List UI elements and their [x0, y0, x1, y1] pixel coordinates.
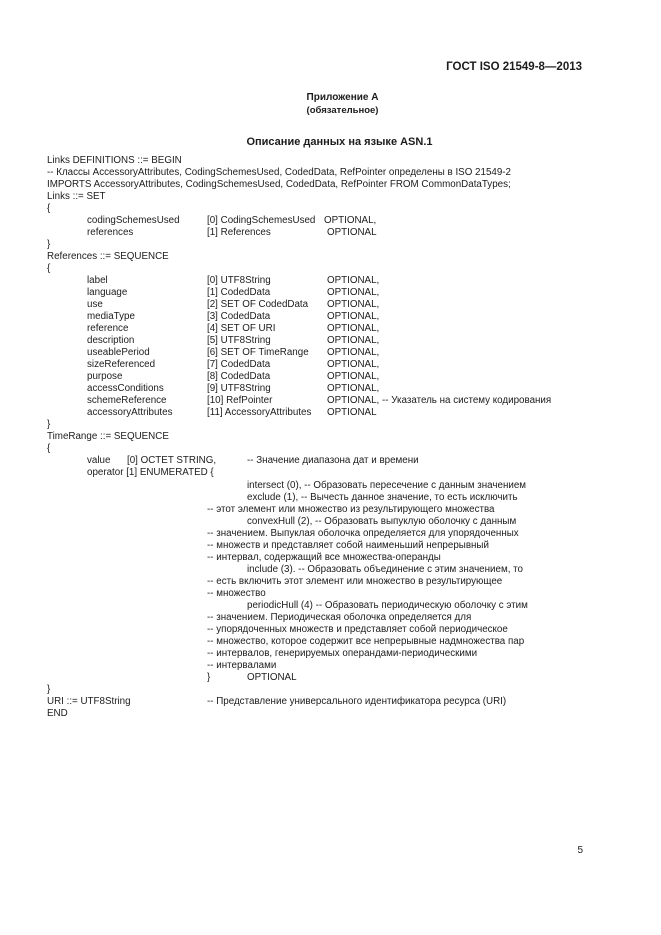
- code-segment: accessoryAttributes: [87, 407, 173, 418]
- code-segment: value: [87, 455, 111, 466]
- code-segment: OPTIONAL,: [327, 347, 380, 358]
- code-segment: Links ::= SET: [47, 191, 106, 202]
- page-number: 5: [577, 845, 583, 856]
- section-title: Описание данных на языке ASN.1: [246, 136, 433, 148]
- code-segment: OPTIONAL,: [327, 359, 380, 370]
- code-segment: [11] AccessoryAttributes: [207, 407, 312, 418]
- annex-subtitle: (обязательное): [306, 105, 379, 116]
- code-segment: OPTIONAL, -- Указатель на систему кодирования: [327, 395, 552, 406]
- code-segment: OPTIONAL,: [327, 311, 380, 322]
- code-segment: [0] OCTET STRING,: [127, 455, 217, 466]
- code-segment: OPTIONAL,: [327, 287, 380, 298]
- code-segment: codingSchemesUsed: [87, 215, 180, 226]
- code-segment: -- Классы AccessoryAttributes, CodingSchemesUsed, CodedData, RefPointer определены в ISO 21549-2: [47, 167, 511, 178]
- annex-title: Приложение А: [306, 92, 379, 103]
- code-segment: use: [87, 299, 103, 310]
- code-segment: URI ::= UTF8String: [47, 696, 131, 707]
- code-segment: -- есть включить этот элемент или множество в результирующее: [207, 576, 503, 587]
- code-segment: OPTIONAL: [327, 407, 377, 418]
- code-segment: IMPORTS AccessoryAttributes, CodingSchemesUsed, CodedData, RefPointer FROM CommonDataTypes;: [47, 179, 511, 190]
- code-segment: }: [207, 672, 211, 683]
- code-segment: OPTIONAL,: [327, 371, 380, 382]
- code-segment: OPTIONAL,: [327, 299, 380, 310]
- code-segment: useablePeriod: [87, 347, 150, 358]
- code-segment: -- этот элемент или множество из результирующего множества: [207, 504, 495, 515]
- code-segment: -- Представление универсального идентификатора ресурса (URI): [207, 696, 507, 707]
- code-segment: OPTIONAL,: [324, 215, 377, 226]
- code-segment: purpose: [87, 371, 123, 382]
- code-segment: accessConditions: [87, 383, 164, 394]
- code-segment: -- упорядоченных множеств и представляет собой периодическое: [207, 624, 508, 635]
- code-segment: [1] CodedData: [207, 287, 271, 298]
- code-segment: periodicHull (4) -- Образовать периодическую оболочку с этим: [247, 600, 528, 611]
- code-segment: references: [87, 227, 134, 238]
- code-segment: {: [47, 443, 51, 454]
- code-segment: }: [47, 684, 51, 695]
- code-segment: -- интервалов, генерируемых операндами-периодическими: [207, 648, 478, 659]
- code-segment: sizeReferenced: [87, 359, 156, 370]
- code-segment: [10] RefPointer: [207, 395, 273, 406]
- code-segment: OPTIONAL,: [327, 323, 380, 334]
- code-segment: OPTIONAL: [247, 672, 297, 683]
- code-segment: [8] CodedData: [207, 371, 271, 382]
- code-segment: [0] CodingSchemesUsed: [207, 215, 316, 226]
- code-segment: -- значением. Выпуклая оболочка определяется для упорядоченных: [207, 528, 519, 539]
- code-segment: include (3). -- Образовать объединение с этим значением, то: [247, 564, 523, 575]
- code-segment: [6] SET OF TimeRange: [207, 347, 309, 358]
- code-segment: convexHull (2), -- Образовать выпуклую оболочку с данным: [247, 516, 517, 527]
- code-segment: }: [47, 419, 51, 430]
- code-segment: -- интервал, содержащий все множества-операнды: [207, 552, 441, 563]
- code-segment: language: [87, 287, 128, 298]
- code-segment: label: [87, 275, 108, 286]
- code-segment: OPTIONAL,: [327, 335, 380, 346]
- code-segment: [7] CodedData: [207, 359, 271, 370]
- code-segment: description: [87, 335, 135, 346]
- code-segment: TimeRange ::= SEQUENCE: [47, 431, 169, 442]
- code-segment: {: [47, 263, 51, 274]
- code-segment: -- интервалами: [207, 660, 277, 671]
- code-segment: mediaType: [87, 311, 135, 322]
- code-segment: exclude (1), -- Вычесть данное значение, то есть исключить: [247, 492, 518, 503]
- code-segment: References ::= SEQUENCE: [47, 251, 169, 262]
- code-segment: OPTIONAL,: [327, 383, 380, 394]
- code-segment: [5] UTF8String: [207, 335, 271, 346]
- code-segment: -- значением. Периодическая оболочка определяется для: [207, 612, 472, 623]
- code-segment: [4] SET OF URI: [207, 323, 276, 334]
- code-segment: }: [47, 239, 51, 250]
- code-segment: [3] CodedData: [207, 311, 271, 322]
- code-segment: reference: [87, 323, 129, 334]
- code-segment: -- множеств и представляет собой наименьший непрерывный: [207, 540, 489, 551]
- code-segment: END: [47, 708, 68, 719]
- code-segment: OPTIONAL: [327, 227, 377, 238]
- code-segment: operator [1] ENUMERATED {: [87, 467, 214, 478]
- code-segment: -- множество, которое содержит все непрерывные надмножества пар: [207, 636, 525, 647]
- code-segment: [1] References: [207, 227, 271, 238]
- code-segment: -- Значение диапазона дат и времени: [247, 455, 419, 466]
- code-segment: [2] SET OF CodedData: [207, 299, 309, 310]
- code-segment: schemeReference: [87, 395, 167, 406]
- code-segment: [9] UTF8String: [207, 383, 271, 394]
- document-header: ГОСТ ISO 21549-8—2013: [446, 61, 582, 73]
- code-segment: {: [47, 203, 51, 214]
- code-segment: OPTIONAL,: [327, 275, 380, 286]
- code-segment: [0] UTF8String: [207, 275, 271, 286]
- code-segment: -- множество: [207, 588, 266, 599]
- code-segment: Links DEFINITIONS ::= BEGIN: [47, 155, 182, 166]
- code-segment: intersect (0), -- Образовать пересечение с данным значением: [247, 480, 527, 491]
